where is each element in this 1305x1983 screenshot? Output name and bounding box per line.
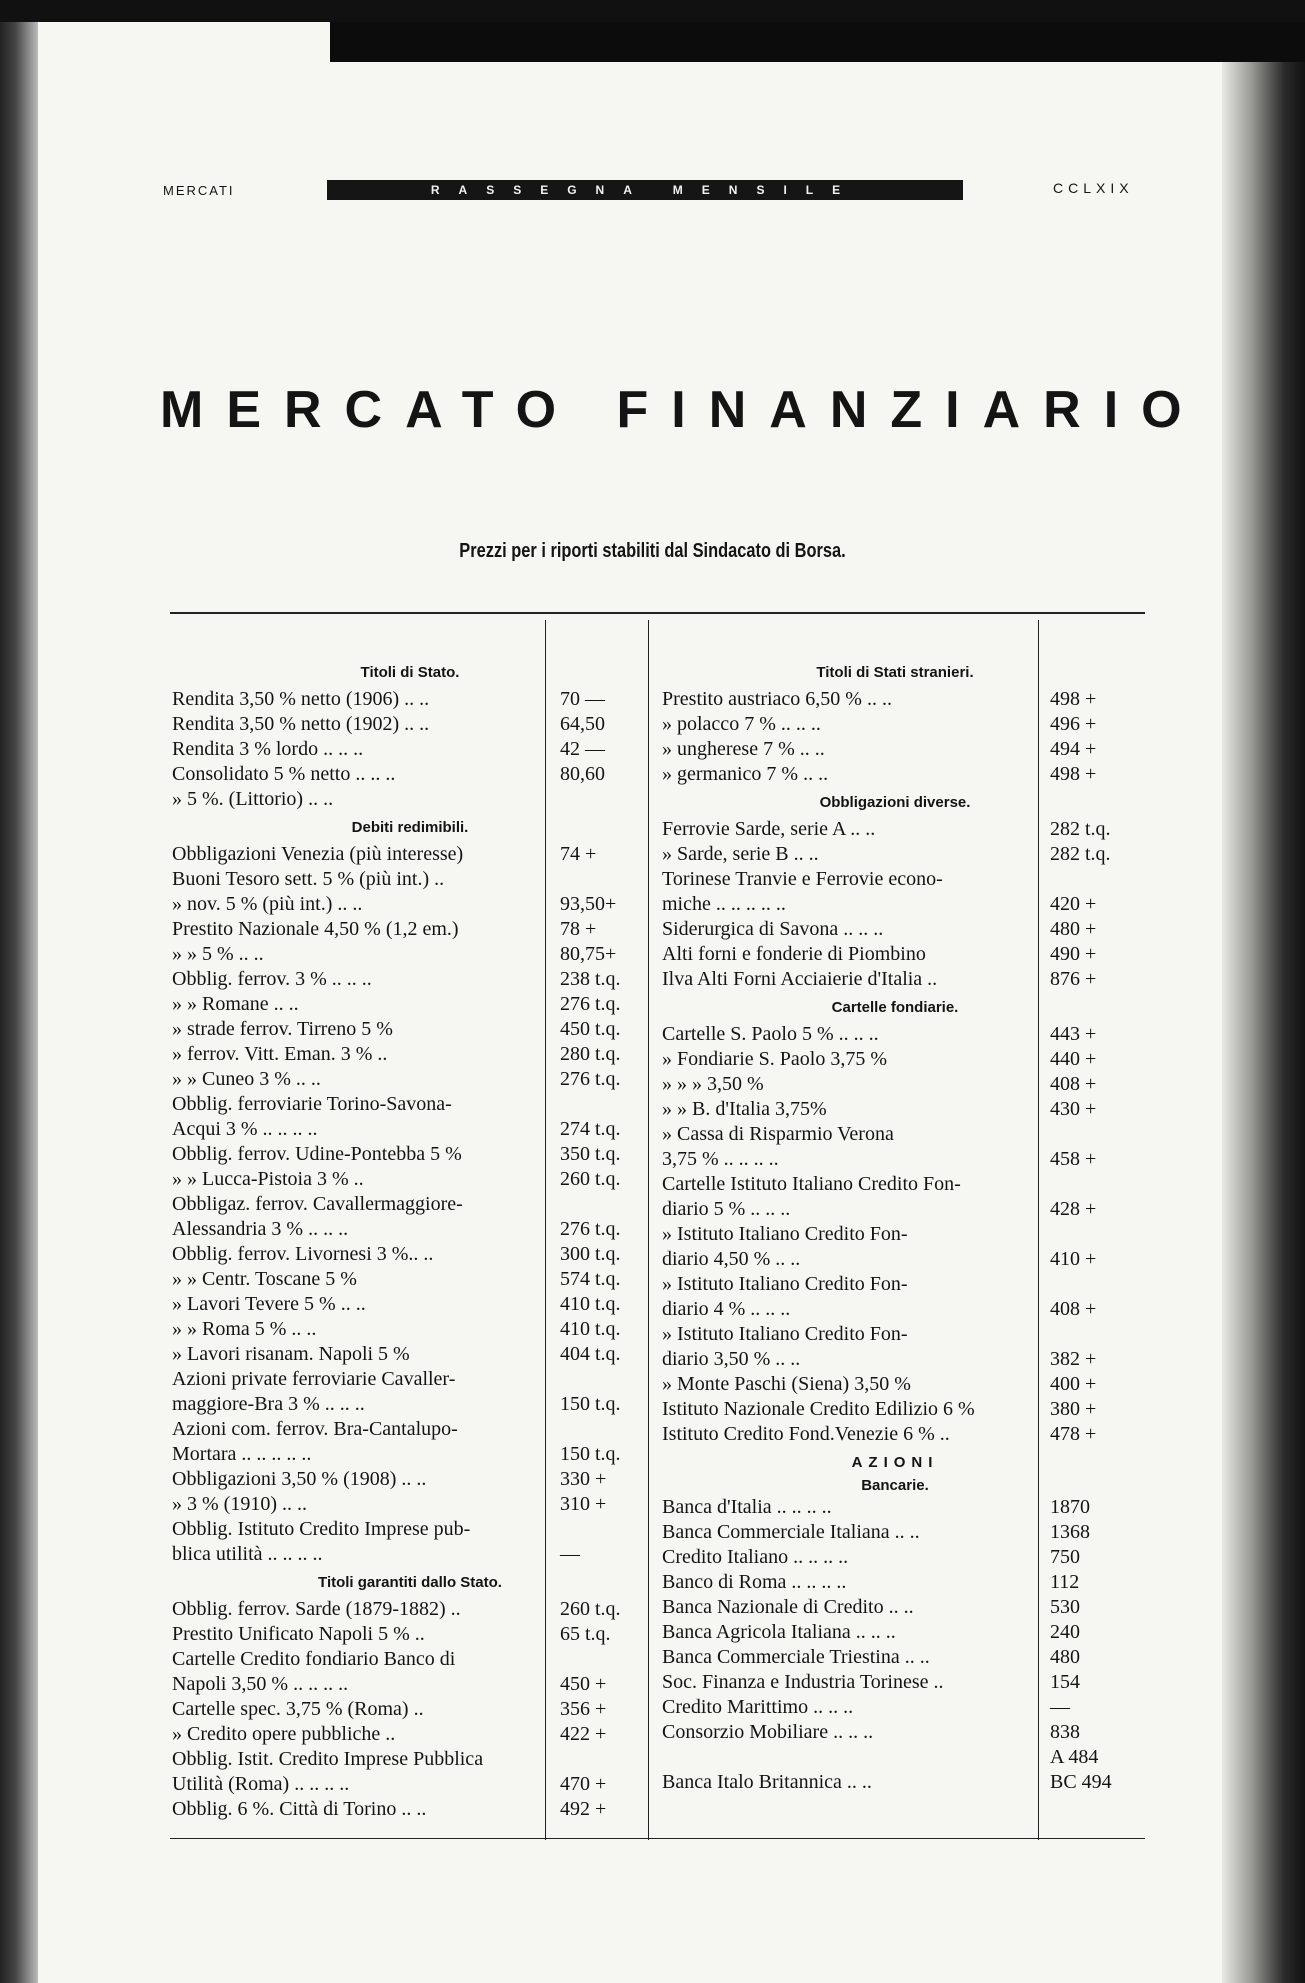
table-row bbox=[662, 1695, 1128, 1720]
table-row bbox=[662, 1147, 1128, 1172]
row-label: Utilità (Roma) .. .. .. .. bbox=[172, 1773, 350, 1795]
table-row bbox=[172, 1747, 648, 1772]
table-row bbox=[172, 942, 648, 967]
top-dark-band bbox=[330, 22, 1305, 62]
table-row bbox=[172, 842, 648, 867]
section-cartelle-fondiarie bbox=[662, 1022, 1128, 1447]
row-label: » Istituto Italiano Credito Fon- bbox=[662, 1223, 908, 1245]
section-heading: Titoli garantiti dallo Stato. bbox=[318, 1574, 502, 1591]
table-row bbox=[172, 892, 648, 917]
section-titoli-garantiti bbox=[172, 1597, 648, 1822]
table-row bbox=[172, 1342, 648, 1367]
row-label: » Cassa di Risparmio Verona bbox=[662, 1123, 894, 1145]
row-label: diario 5 % .. .. .. bbox=[662, 1198, 791, 1220]
row-value: 450 t.q. bbox=[560, 1018, 621, 1040]
row-label: » » B. d'Italia 3,75% bbox=[662, 1098, 827, 1120]
row-value: 404 t.q. bbox=[560, 1343, 621, 1365]
table-row bbox=[662, 942, 1128, 967]
row-value: 480 bbox=[1050, 1646, 1080, 1668]
page-left-edge bbox=[0, 22, 38, 1983]
table-row bbox=[172, 1622, 648, 1647]
table-row bbox=[172, 1417, 648, 1442]
row-value: 282 t.q. bbox=[1050, 843, 1111, 865]
row-value: 443 + bbox=[1050, 1023, 1097, 1045]
table-row bbox=[172, 1722, 648, 1747]
row-value: 574 t.q. bbox=[560, 1268, 621, 1290]
row-label: » Monte Paschi (Siena) 3,50 % bbox=[662, 1373, 911, 1395]
row-label: Azioni com. ferrov. Bra-Cantalupo- bbox=[172, 1418, 458, 1440]
row-label: » » Centr. Toscane 5 % bbox=[172, 1268, 357, 1290]
table-bottom-rule bbox=[170, 1838, 1145, 1839]
row-value: 876 + bbox=[1050, 968, 1097, 990]
row-value: 492 + bbox=[560, 1798, 607, 1820]
section-heading: Cartelle fondiarie. bbox=[831, 999, 959, 1016]
row-label: 3,75 % .. .. .. .. bbox=[662, 1148, 779, 1170]
row-value: 410 t.q. bbox=[560, 1293, 621, 1315]
row-value: 494 + bbox=[1050, 738, 1097, 760]
row-value: 350 t.q. bbox=[560, 1143, 621, 1165]
table-row bbox=[662, 1197, 1128, 1222]
row-value: 498 + bbox=[1050, 688, 1097, 710]
table-row bbox=[172, 1217, 648, 1242]
left-column bbox=[172, 657, 648, 1822]
row-label: diario 4,50 % .. .. bbox=[662, 1248, 801, 1270]
row-value: 838 bbox=[1050, 1721, 1080, 1743]
row-value: BC 494 bbox=[1050, 1771, 1112, 1793]
table-row bbox=[172, 737, 648, 762]
row-label: » ungherese 7 % .. .. bbox=[662, 738, 825, 760]
row-label: » » Cuneo 3 % .. .. bbox=[172, 1068, 321, 1090]
row-value: — bbox=[1050, 1696, 1070, 1718]
row-value: 430 + bbox=[1050, 1098, 1097, 1120]
row-label: » Istituto Italiano Credito Fon- bbox=[662, 1273, 908, 1295]
row-value: 74 + bbox=[560, 843, 597, 865]
table-row bbox=[662, 1022, 1128, 1047]
row-label: Prestito austriaco 6,50 % .. .. bbox=[662, 688, 892, 710]
table-row bbox=[172, 712, 648, 737]
row-value: 478 + bbox=[1050, 1423, 1097, 1445]
row-value: 750 bbox=[1050, 1546, 1080, 1568]
row-value: 410 t.q. bbox=[560, 1318, 621, 1340]
running-header-left: MERCATI bbox=[163, 183, 235, 198]
row-label: » 5 %. (Littorio) .. .. bbox=[172, 788, 334, 810]
row-value: 450 + bbox=[560, 1673, 607, 1695]
row-label: Ilva Alti Forni Acciaierie d'Italia .. bbox=[662, 968, 938, 990]
row-label: » » 5 % .. .. bbox=[172, 943, 264, 965]
row-label: Banca Nazionale di Credito .. .. bbox=[662, 1596, 914, 1618]
row-value: 408 + bbox=[1050, 1298, 1097, 1320]
row-label: Alti forni e fonderie di Piombino bbox=[662, 943, 926, 965]
running-header-masthead: RASSEGNA MENSILE bbox=[327, 180, 963, 200]
table-row bbox=[662, 967, 1128, 992]
row-label: » Sarde, serie B .. .. bbox=[662, 843, 819, 865]
row-label: Obbligazioni Venezia (più interesse) bbox=[172, 843, 464, 865]
row-label: » Fondiarie S. Paolo 3,75 % bbox=[662, 1048, 887, 1070]
page-right-edge bbox=[1222, 22, 1305, 1983]
table-top-rule bbox=[170, 612, 1145, 614]
table-row bbox=[172, 917, 648, 942]
row-label: Rendita 3,50 % netto (1902) .. .. bbox=[172, 713, 430, 735]
row-value: 78 + bbox=[560, 918, 597, 940]
row-value: 400 + bbox=[1050, 1373, 1097, 1395]
table-row bbox=[662, 1272, 1128, 1297]
row-value: 276 t.q. bbox=[560, 993, 621, 1015]
table-row bbox=[662, 842, 1128, 867]
table-row bbox=[662, 1097, 1128, 1122]
row-value: 240 bbox=[1050, 1621, 1080, 1643]
section-azioni-bancarie bbox=[662, 1495, 1128, 1795]
row-label: Soc. Finanza e Industria Torinese .. bbox=[662, 1671, 944, 1693]
section-heading: Obbligazioni diverse. bbox=[819, 794, 971, 811]
row-value: 150 t.q. bbox=[560, 1393, 621, 1415]
table-row bbox=[662, 892, 1128, 917]
row-value: 260 t.q. bbox=[560, 1168, 621, 1190]
row-value: 154 bbox=[1050, 1671, 1080, 1693]
row-label: Istituto Credito Fond.Venezie 6 % .. bbox=[662, 1423, 950, 1445]
row-label: » polacco 7 % .. .. .. bbox=[662, 713, 821, 735]
row-value: 440 + bbox=[1050, 1048, 1097, 1070]
row-label: Obbligazioni 3,50 % (1908) .. .. bbox=[172, 1468, 427, 1490]
row-label: Alessandria 3 % .. .. .. bbox=[172, 1218, 349, 1240]
row-value: 282 t.q. bbox=[1050, 818, 1111, 840]
row-label: » strade ferrov. Tirreno 5 % bbox=[172, 1018, 393, 1040]
table-row bbox=[662, 1570, 1128, 1595]
table-row bbox=[662, 1545, 1128, 1570]
row-label: Istituto Nazionale Credito Edilizio 6 % bbox=[662, 1398, 975, 1420]
row-label: Ferrovie Sarde, serie A .. .. bbox=[662, 818, 876, 840]
section-heading: AZIONI bbox=[851, 1454, 939, 1471]
row-label: Banco di Roma .. .. .. .. bbox=[662, 1571, 847, 1593]
table-row bbox=[662, 1745, 1128, 1770]
section-titoli-stato bbox=[172, 687, 648, 812]
table-row bbox=[172, 1772, 648, 1797]
table-row bbox=[662, 1422, 1128, 1447]
table-row bbox=[662, 712, 1128, 737]
table-row bbox=[172, 1517, 648, 1542]
table-row bbox=[662, 1495, 1128, 1520]
section-heading: Titoli di Stati stranieri. bbox=[816, 664, 974, 681]
row-value: 356 + bbox=[560, 1698, 607, 1720]
row-label: Cartelle spec. 3,75 % (Roma) .. bbox=[172, 1698, 424, 1720]
table-row bbox=[662, 1770, 1128, 1795]
row-value: 80,60 bbox=[560, 763, 605, 785]
row-label: Cartelle Istituto Italiano Credito Fon- bbox=[662, 1173, 961, 1195]
table-row bbox=[172, 1117, 648, 1142]
table-row bbox=[172, 867, 648, 892]
row-value: 310 + bbox=[560, 1493, 607, 1515]
table-row bbox=[662, 1172, 1128, 1197]
row-value: 300 t.q. bbox=[560, 1243, 621, 1265]
row-label: » » Roma 5 % .. .. bbox=[172, 1318, 317, 1340]
row-label: Rendita 3 % lordo .. .. .. bbox=[172, 738, 364, 760]
section-subheading: Bancarie. bbox=[861, 1477, 929, 1494]
row-label: Obblig. ferrov. Livornesi 3 %.. .. bbox=[172, 1243, 434, 1265]
row-label: diario 4 % .. .. .. bbox=[662, 1298, 791, 1320]
table-row bbox=[172, 1292, 648, 1317]
row-value: A 484 bbox=[1050, 1746, 1099, 1768]
row-label: Banca Commerciale Italiana .. .. bbox=[662, 1521, 920, 1543]
right-column bbox=[662, 657, 1128, 1795]
table-row bbox=[172, 1267, 648, 1292]
row-label: Consolidato 5 % netto .. .. .. bbox=[172, 763, 396, 785]
table-row bbox=[662, 1720, 1128, 1745]
table-row bbox=[172, 1467, 648, 1492]
row-label: » Lavori Tevere 5 % .. .. bbox=[172, 1293, 366, 1315]
row-value: — bbox=[560, 1543, 580, 1565]
section-debiti-redimibili bbox=[172, 842, 648, 1567]
table-row bbox=[662, 1222, 1128, 1247]
table-row bbox=[662, 1397, 1128, 1422]
section-obbligazioni-diverse bbox=[662, 817, 1128, 992]
row-value: 42 — bbox=[560, 738, 605, 760]
table-row bbox=[662, 1670, 1128, 1695]
table-row bbox=[662, 1620, 1128, 1645]
table-row bbox=[172, 992, 648, 1017]
table-row bbox=[172, 1092, 648, 1117]
row-value: 480 + bbox=[1050, 918, 1097, 940]
row-value: 470 + bbox=[560, 1773, 607, 1795]
row-label: Azioni private ferroviarie Cavaller- bbox=[172, 1368, 456, 1390]
table-row bbox=[662, 1297, 1128, 1322]
row-label: Obblig. ferroviarie Torino-Savona- bbox=[172, 1093, 452, 1115]
table-row bbox=[172, 1672, 648, 1697]
row-label: Rendita 3,50 % netto (1906) .. .. bbox=[172, 688, 430, 710]
row-value: 380 + bbox=[1050, 1398, 1097, 1420]
row-value: 498 + bbox=[1050, 763, 1097, 785]
row-value: 80,75+ bbox=[560, 943, 617, 965]
table-row bbox=[662, 917, 1128, 942]
table-row bbox=[662, 1322, 1128, 1347]
table-row bbox=[662, 737, 1128, 762]
row-label: Siderurgica di Savona .. .. .. bbox=[662, 918, 884, 940]
page-title: MERCATO FINANZIARIO bbox=[160, 381, 1205, 439]
row-label: » » Romane .. .. bbox=[172, 993, 299, 1015]
running-header-page-number: CCLXIX bbox=[1053, 180, 1134, 196]
row-value: 330 + bbox=[560, 1468, 607, 1490]
row-value: 490 + bbox=[1050, 943, 1097, 965]
row-label: Prestito Unificato Napoli 5 % .. bbox=[172, 1623, 425, 1645]
row-label: » nov. 5 % (più int.) .. .. bbox=[172, 893, 363, 915]
row-label: blica utilità .. .. .. .. bbox=[172, 1543, 323, 1565]
table-row bbox=[172, 1142, 648, 1167]
table-row bbox=[172, 1017, 648, 1042]
row-value: 276 t.q. bbox=[560, 1068, 621, 1090]
row-value: 1870 bbox=[1050, 1496, 1090, 1518]
row-label: » Istituto Italiano Credito Fon- bbox=[662, 1323, 908, 1345]
row-value: 410 + bbox=[1050, 1248, 1097, 1270]
table-row bbox=[662, 762, 1128, 787]
table-row bbox=[662, 1047, 1128, 1072]
row-label: Obbligaz. ferrov. Cavallermaggiore- bbox=[172, 1193, 463, 1215]
row-label: Obblig. 6 %. Città di Torino .. .. bbox=[172, 1798, 427, 1820]
table-row bbox=[172, 1597, 648, 1622]
row-label: maggiore-Bra 3 % .. .. .. bbox=[172, 1393, 365, 1415]
section-heading: Debiti redimibili. bbox=[351, 819, 469, 836]
table-row bbox=[172, 1192, 648, 1217]
table-row bbox=[662, 1247, 1128, 1272]
table-row bbox=[172, 1647, 648, 1672]
row-value: 280 t.q. bbox=[560, 1043, 621, 1065]
row-label: Prestito Nazionale 4,50 % (1,2 em.) bbox=[172, 918, 459, 940]
row-value: 65 t.q. bbox=[560, 1623, 611, 1645]
page-subtitle: Prezzi per i riporti stabiliti dal Sindacato di Borsa. bbox=[459, 540, 846, 562]
table-row bbox=[172, 1167, 648, 1192]
row-label: » » Lucca-Pistoia 3 % .. bbox=[172, 1168, 364, 1190]
table-row bbox=[172, 1442, 648, 1467]
table-row bbox=[172, 1392, 648, 1417]
table-row bbox=[172, 1492, 648, 1517]
row-label: Acqui 3 % .. .. .. .. bbox=[172, 1118, 318, 1140]
row-label: Credito Italiano .. .. .. .. bbox=[662, 1546, 849, 1568]
table-row bbox=[172, 1542, 648, 1567]
row-value: 70 — bbox=[560, 688, 605, 710]
row-label: miche .. .. .. .. .. bbox=[662, 893, 786, 915]
table-row bbox=[172, 1242, 648, 1267]
row-label: Consorzio Mobiliare .. .. .. bbox=[662, 1721, 874, 1743]
row-label: Cartelle S. Paolo 5 % .. .. .. bbox=[662, 1023, 879, 1045]
row-value: 458 + bbox=[1050, 1148, 1097, 1170]
row-label: Cartelle Credito fondiario Banco di bbox=[172, 1648, 456, 1670]
row-value: 420 + bbox=[1050, 893, 1097, 915]
section-heading: Titoli di Stato. bbox=[360, 664, 460, 681]
table-row bbox=[662, 687, 1128, 712]
row-value: 276 t.q. bbox=[560, 1218, 621, 1240]
row-label: diario 3,50 % .. .. bbox=[662, 1348, 801, 1370]
row-label: Credito Marittimo .. .. .. bbox=[662, 1696, 854, 1718]
row-value: 382 + bbox=[1050, 1348, 1097, 1370]
row-value: 530 bbox=[1050, 1596, 1080, 1618]
row-label: » ferrov. Vitt. Eman. 3 % .. bbox=[172, 1043, 388, 1065]
row-label: Obblig. Istituto Credito Imprese pub- bbox=[172, 1518, 471, 1540]
row-label: Obblig. ferrov. 3 % .. .. .. bbox=[172, 968, 372, 990]
row-label: Obblig. ferrov. Udine-Pontebba 5 % bbox=[172, 1143, 462, 1165]
row-label: Napoli 3,50 % .. .. .. .. bbox=[172, 1673, 349, 1695]
table-row bbox=[172, 1367, 648, 1392]
table-row bbox=[172, 1317, 648, 1342]
row-label: Banca Italo Britannica .. .. bbox=[662, 1771, 872, 1793]
table-row bbox=[172, 1697, 648, 1722]
table-row bbox=[662, 1595, 1128, 1620]
row-label: » 3 % (1910) .. .. bbox=[172, 1493, 307, 1515]
table-row bbox=[172, 1797, 648, 1822]
row-label: Banca Agricola Italiana .. .. .. bbox=[662, 1621, 896, 1643]
row-value: 238 t.q. bbox=[560, 968, 621, 990]
table-row bbox=[172, 1042, 648, 1067]
table-row bbox=[172, 787, 648, 812]
row-label: Mortara .. .. .. .. .. bbox=[172, 1443, 312, 1465]
table-row bbox=[662, 1122, 1128, 1147]
row-label: » » » 3,50 % bbox=[662, 1073, 764, 1095]
row-value: 408 + bbox=[1050, 1073, 1097, 1095]
row-value: 422 + bbox=[560, 1723, 607, 1745]
row-value: 496 + bbox=[1050, 713, 1097, 735]
row-label: Obblig. Istit. Credito Imprese Pubblica bbox=[172, 1748, 484, 1770]
row-label: Banca Commerciale Triestina .. .. bbox=[662, 1646, 930, 1668]
table-row bbox=[662, 817, 1128, 842]
row-value: 150 t.q. bbox=[560, 1443, 621, 1465]
table-row bbox=[172, 1067, 648, 1092]
table-row bbox=[662, 1072, 1128, 1097]
row-label: » Lavori risanam. Napoli 5 % bbox=[172, 1343, 410, 1365]
row-value: 93,50+ bbox=[560, 893, 617, 915]
table-row bbox=[172, 762, 648, 787]
row-value: 260 t.q. bbox=[560, 1598, 621, 1620]
row-label: Obblig. ferrov. Sarde (1879-1882) .. bbox=[172, 1598, 461, 1620]
row-label: Buoni Tesoro sett. 5 % (più int.) .. bbox=[172, 868, 445, 890]
table-row bbox=[172, 967, 648, 992]
row-value: 1368 bbox=[1050, 1521, 1090, 1543]
section-stati-stranieri bbox=[662, 687, 1128, 787]
row-value: 428 + bbox=[1050, 1198, 1097, 1220]
table-row bbox=[662, 1520, 1128, 1545]
table-row bbox=[662, 1347, 1128, 1372]
column-divider-rule bbox=[648, 620, 649, 1840]
row-label: » germanico 7 % .. .. bbox=[662, 763, 829, 785]
row-value: 274 t.q. bbox=[560, 1118, 621, 1140]
row-value: 64,50 bbox=[560, 713, 605, 735]
table-row bbox=[662, 1372, 1128, 1397]
table-row bbox=[172, 687, 648, 712]
row-value: 112 bbox=[1050, 1571, 1080, 1593]
table-row bbox=[662, 867, 1128, 892]
row-label: » Credito opere pubbliche .. bbox=[172, 1723, 396, 1745]
row-label: Banca d'Italia .. .. .. .. bbox=[662, 1496, 832, 1518]
row-label: Torinese Tranvie e Ferrovie econo- bbox=[662, 868, 943, 890]
table-row bbox=[662, 1645, 1128, 1670]
